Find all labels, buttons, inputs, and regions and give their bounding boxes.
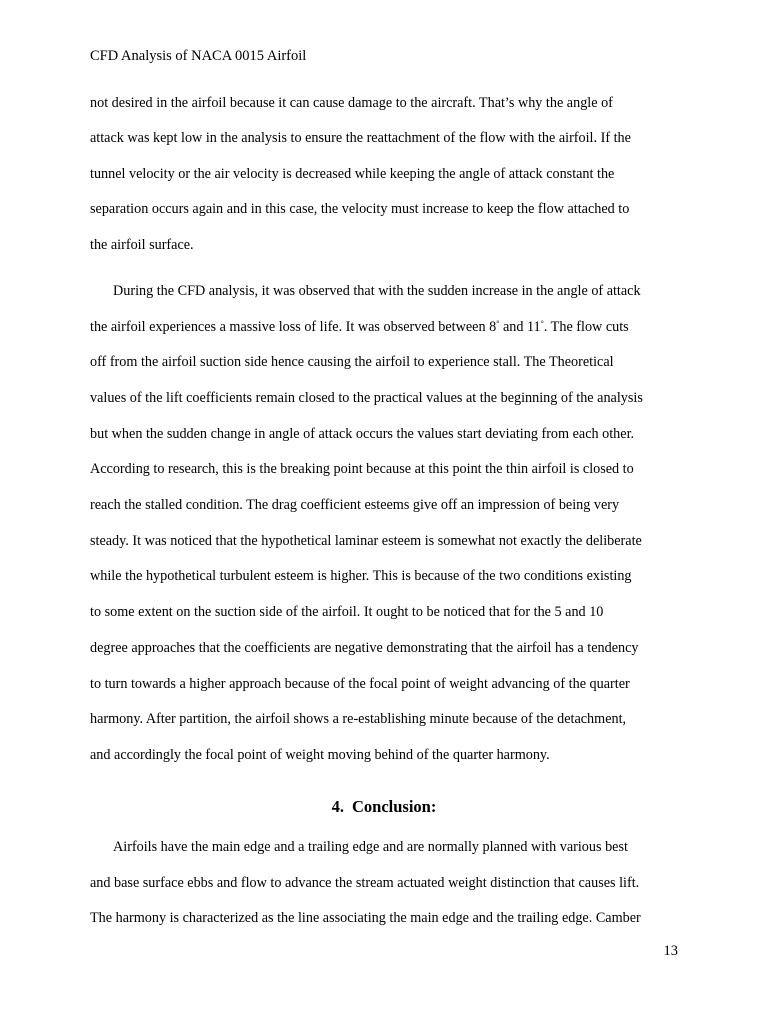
paragraph-1-line-3: tunnel velocity or the air velocity is decreased while keeping the angle of attack constant the [90,166,615,182]
paragraph-2-line-3: off from the airfoil suction side hence causing the airfoil to experience stall. The Theoretical [90,354,614,370]
degree-symbol: ° [540,319,544,328]
paragraph-3-line-3: The harmony is characterized as the line associating the main edge and the trailing edge. Camber [90,910,641,926]
paragraph-2-line-8: steady. It was noticed that the hypothetical laminar esteem is somewhat not exactly the deliberate [90,533,642,549]
page-number: 13 [663,943,678,959]
degree-symbol: ° [496,319,500,328]
section-heading [0,797,768,817]
paragraph-2-line-2 [90,318,629,336]
paragraph-2-line-4: values of the lift coefficients remain closed to the practical values at the beginning of the analysis [90,390,643,406]
paragraph-2-line-6: According to research, this is the breaking point because at this point the thin airfoil is closed to [90,461,634,477]
paragraph-3-line-2: and base surface ebbs and flow to advance the stream actuated weight distinction that causes lift. [90,875,640,891]
paragraph-2-line-7: reach the stalled condition. The drag coefficient esteems give off an impression of being very [90,497,620,513]
running-header: CFD Analysis of NACA 0015 Airfoil [90,48,307,64]
paragraph-2-line-5: but when the sudden change in angle of attack occurs the values start deviating from each other. [90,426,635,442]
paragraph-1-line-2: attack was kept low in the analysis to ensure the reattachment of the flow with the airfoil. If the [90,130,631,146]
paragraph-2-line-1: During the CFD analysis, it was observed that with the sudden increase in the angle of attack [113,283,641,299]
paragraph-1-line-5: the airfoil surface. [90,237,194,253]
paragraph-1-line-4: separation occurs again and in this case, the velocity must increase to keep the flow attached to [90,201,630,217]
paragraph-2-line-12: to turn towards a higher approach because of the focal point of weight advancing of the quarter [90,676,630,692]
paragraph-2-line-2-text-c: . The flow cuts [543,319,629,335]
section-number: 4. [331,797,344,816]
paragraph-3-line-1: Airfoils have the main edge and a trailing edge and are normally planned with various best [113,839,628,855]
paragraph-2-line-14: and accordingly the focal point of weight moving behind of the quarter harmony. [90,747,550,763]
paragraph-2-line-2-text-b: and 11 [499,319,541,335]
paragraph-2-line-10: to some extent on the suction side of the airfoil. It ought to be noticed that for the 5 and 10 [90,604,604,620]
paragraph-2-line-2-text-a: the airfoil experiences a massive loss of life. It was observed between 8 [90,319,497,335]
paragraph-2-line-9: while the hypothetical turbulent esteem is higher. This is because of the two conditions existing [90,568,632,584]
paragraph-2-line-11: degree approaches that the coefficients are negative demonstrating that the airfoil has a tendency [90,640,639,656]
section-title: Conclusion: [352,797,437,816]
paragraph-2-line-13: harmony. After partition, the airfoil shows a re-establishing minute because of the detachment, [90,711,627,727]
paragraph-1-line-1: not desired in the airfoil because it can cause damage to the aircraft. That’s why the angle of [90,95,613,111]
